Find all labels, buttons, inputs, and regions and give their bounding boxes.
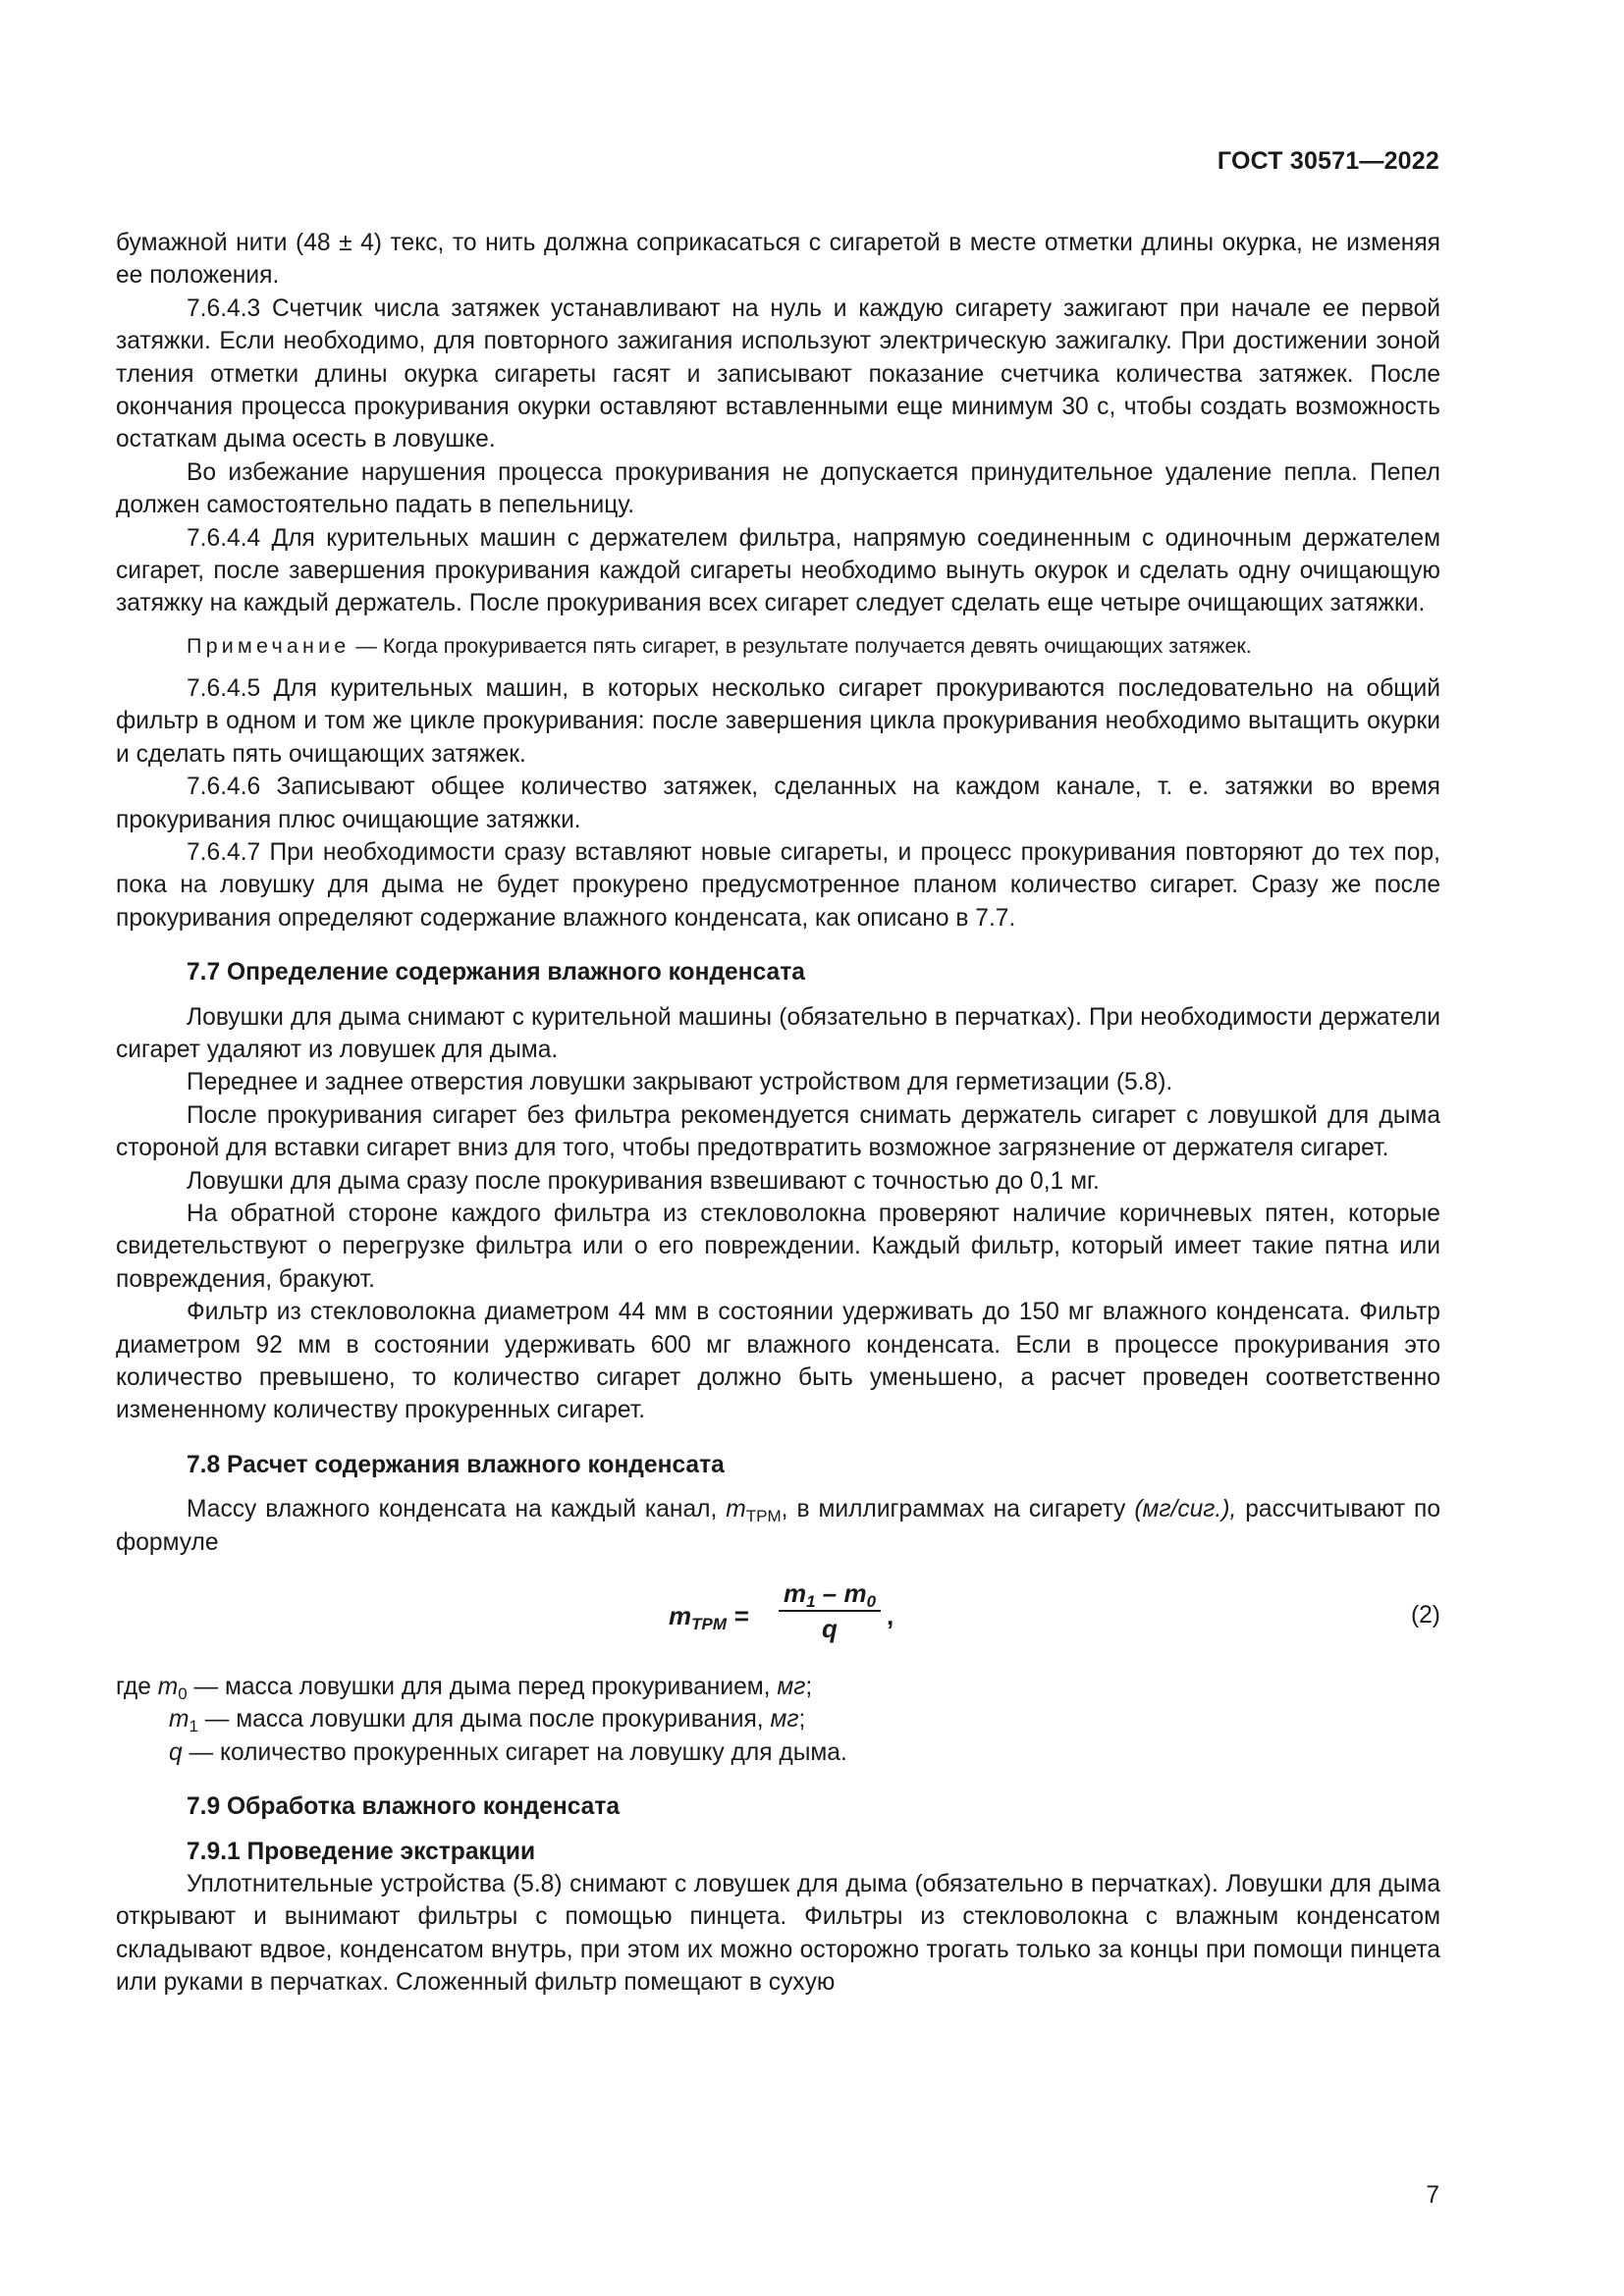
section-heading-7-9-1: 7.9.1 Проведение экстракции [187, 1838, 536, 1865]
paragraph-filter-capacity: Фильтр из стекловолокна диаметром 44 мм в состоянии удерживать до 150 мг влажного конденсата. Фильтр диаметром 92 мм в состоянии удерживать 600 мг влажного конденсата. Если в процессе прокуривания это количество превышено, то количество сигарет должно быть уменьшено, а расчет проведен соответственно измененному количеству прокуренных сигарет. [116, 1299, 1440, 1424]
formula-fraction [777, 1576, 883, 1645]
note-text: — Когда прокуривается пять сигарет, в результате получается девять очищающих затяжек. [350, 633, 1252, 658]
section-heading-7-9: 7.9 Обработка влажного конденсата [187, 1793, 621, 1821]
where-line-q: q — количество прокуренных сигарет на ловушку для дыма. [169, 1738, 847, 1766]
paragraph-weighing: Ловушки для дыма сразу после прокуривания взвешивают с точностью до 0,1 мг. [187, 1167, 1100, 1195]
note [116, 631, 1440, 661]
unit-label: (мг/сиг.), [1134, 1496, 1237, 1523]
formula-trailing-comma: , [887, 1601, 894, 1631]
paragraph-7-6-4-7: 7.6.4.7 При необходимости сразу вставляют новые сигареты, и процесс прокуривания повторяют до тех пор, пока на ловушку для дыма не будет прокурено предусмотренное планом количество сигарет. Сразу же после прокуривания определяют содержание влажного конденсата, как описано в 7.7. [116, 838, 1440, 932]
formula-numerator: $m_1 - m_0$ [783, 1578, 877, 1612]
paragraph-trap-removal: Ловушки для дыма снимают с курительной машины (обязательно в перчатках). При необходимости держатели сигарет удаляют из ловушек для дыма. [116, 1003, 1440, 1063]
formula-denominator: q [822, 1614, 838, 1644]
formula-2 [116, 1575, 1440, 1659]
note-label: Примечание [187, 633, 351, 658]
paragraph-7-6-4-3: 7.6.4.3 Счетчик числа затяжек устанавливают на нуль и каждую сигарету зажигают при начале ее первой затяжки. Если необходимо, для повторного зажигания используют электрическую зажигалку. При достижении зоной тления отметки длины окурка сигареты гасят и записывают показание счетчика количества затяжек. После окончания процесса прокуривания окурки оставляют вставленными еще минимум 30 с, чтобы создать возможность остаткам дыма осесть в ловушке. [116, 294, 1440, 454]
paragraph-7-6-4-5: 7.6.4.5 Для курительных машин, в которых несколько сигарет прокуриваются последовательно на общий фильтр в одном и том же цикле прокуривания: после завершения цикла прокуривания необходимо вытащить окурки и сделать пять очищающих затяжек. [116, 674, 1440, 768]
tpm-variable: m [726, 1496, 746, 1523]
document-id-header: ГОСТ 30571—2022 [1217, 147, 1439, 175]
paragraph-filter-inspection: На обратной стороне каждого фильтра из стекловолокна проверяют наличие коричневых пятен, которые свидетельствуют о перегрузке фильтра или о его повреждении. Каждый фильтр, который имеет такие пятна или повреждения, бракуют. [116, 1200, 1440, 1293]
page-content [116, 227, 1440, 2000]
paragraph-7-6-4-4: 7.6.4.4 Для курительных машин с держателем фильтра, напрямую соединенным с одиночным держателем сигарет, после завершения прокуривания каждой сигареты необходимо вынуть окурок и сделать одну очищающую затяжку на каждый держатель. После прокуривания всех сигарет следует сделать еще четыре очищающих затяжки. [116, 524, 1440, 617]
where-line-m0: где $m_0$ — масса ловушки для дыма перед прокуриванием, мг; [116, 1674, 813, 1704]
paragraph-trap-sealing: Переднее и заднее отверстия ловушки закрывают устройством для герметизации (5.8). [187, 1069, 1173, 1096]
section-heading-7-7: 7.7 Определение содержания влажного конденсата [187, 959, 805, 987]
section-heading-7-8: 7.8 Расчет содержания влажного конденсата [187, 1451, 725, 1478]
paragraph-7-6-4-6: 7.6.4.6 Записывают общее количество затяжек, сделанных на каждом канале, т. е. затяжки во время прокуривания плюс очищающие затяжки. [116, 774, 1440, 833]
paragraph-extraction: Уплотнительные устройства (5.8) снимают с ловушек для дыма (обязательно в перчатках). Ловушки для дыма открывают и вынимают фильтры с помощью пинцета. Фильтры из стекловолокна с влажным конденсатом складывают вдвое, конденсатом внутрь, при этом их можно осторожно трогать только за концы при помощи пинцета или руками в перчатках. Сложенный фильтр помещают в сухую [116, 1871, 1440, 1997]
paragraph-tpm-definition: Массу влажного конденсата на каждый канал, $m_{TPM}$, в миллиграммах на сигарету (мг/сиг.), рассчитывают по формуле [116, 1496, 1440, 1556]
where-line-m1: $m_1$ — масса ловушки для дыма после прокуривания, мг; [169, 1706, 806, 1736]
paragraph-unfiltered-cigarettes: После прокуривания сигарет без фильтра рекомендуется снимать держатель сигарет с ловушкой для дыма стороной для вставки сигарет вниз для того, чтобы предотвратить возможное загрязнение от держателя сигарет. [116, 1101, 1440, 1162]
paragraph-ash-removal: Во избежание нарушения процесса прокуривания не допускается принудительное удаление пепла. Пепел должен самостоятельно падать в пепельницу. [116, 458, 1440, 519]
formula-lhs: $m_{TPM}$ = [669, 1601, 749, 1634]
page-number: 7 [1426, 2182, 1439, 2209]
equation-number: (2) [1410, 1602, 1440, 1629]
paragraph-continuation: бумажной нити (48 ± 4) текс, то нить должна соприкасаться с сигаретой в месте отметки длины окурка, не изменяя ее положения. [116, 230, 1440, 290]
